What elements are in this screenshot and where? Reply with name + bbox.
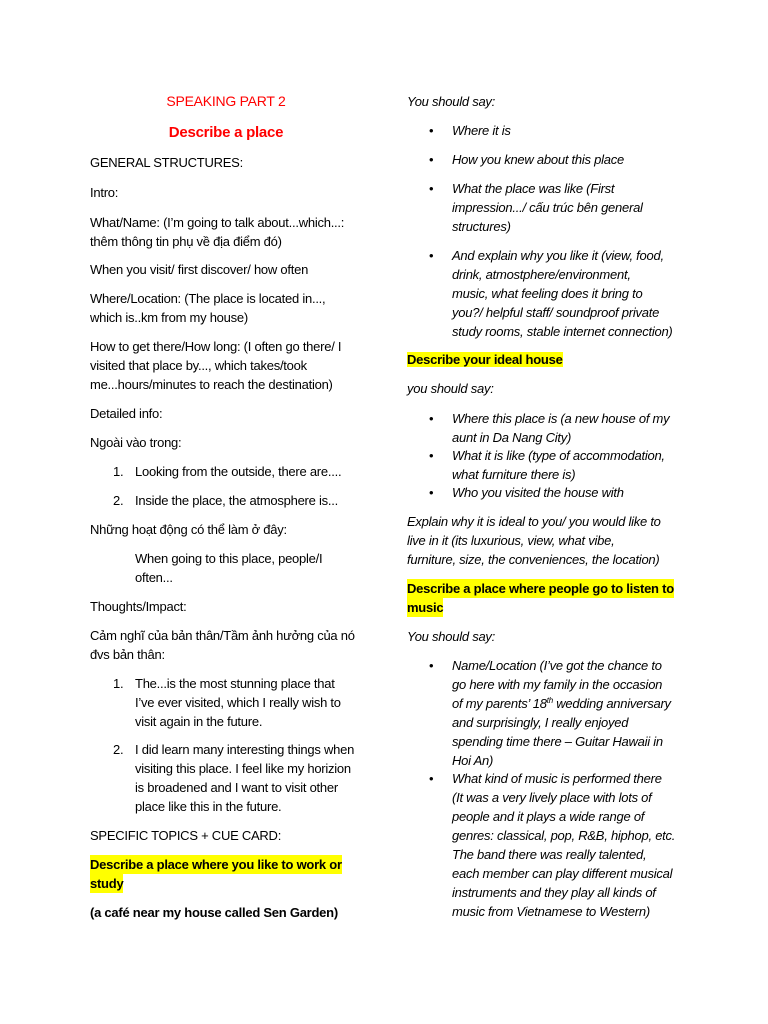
text-line: visited that place by..., which takes/took — [90, 358, 307, 373]
text-line: The band there was really talented, — [452, 847, 647, 862]
when-visit-text: When you visit/ first discover/ how often — [90, 262, 309, 277]
list-number: 2. — [113, 493, 124, 508]
bullet-item — [452, 769, 675, 921]
what-name-text — [90, 213, 344, 251]
bullet-item — [452, 656, 671, 770]
text-line: you?/ helpful staff/ soundproof private — [452, 305, 660, 320]
text-line: live in it (its luxurious, view, what vibe, — [407, 533, 615, 548]
text-line: furniture, size, the conveniences, the location) — [407, 552, 660, 567]
text-line: is broadened and I want to visit other — [135, 780, 338, 795]
bullet-item — [452, 409, 669, 447]
how-to-get-there-text — [90, 337, 341, 394]
topic-3-prompt: You should say: — [407, 629, 496, 644]
text-line: • Who you visited the house with — [452, 485, 624, 500]
outside-in-label: Ngoài vào trong: — [90, 435, 182, 450]
activities-label: Những hoạt động có thể làm ở đây: — [90, 522, 287, 537]
text-line: I did learn many interesting things when — [135, 742, 355, 757]
text-line: instruments and they play all kinds of — [452, 885, 656, 900]
text-line: Describe a place where you like to work or — [90, 857, 342, 872]
list-number: 1. — [113, 464, 124, 479]
text-line: • And explain why you like it (view, food, — [452, 248, 664, 263]
topic-2-title — [407, 350, 563, 369]
text-line: and surprisingly, I really enjoyed — [452, 715, 629, 730]
bullet-item — [452, 483, 624, 502]
text-line: I’ve ever visited, which I really wish to — [135, 695, 341, 710]
text-line: When going to this place, people/I — [135, 551, 323, 566]
text-line: aunt in Da Nang City) — [452, 430, 572, 445]
text-line: impression.../ cấu trúc bên general — [452, 200, 643, 215]
list-item — [135, 740, 354, 816]
text-line: music — [407, 600, 444, 615]
list-item — [135, 674, 341, 731]
text-line: The...is the most stunning place that — [135, 676, 335, 691]
text-line: • How you knew about this place — [452, 152, 624, 167]
specific-topics-heading: SPECIFIC TOPICS + CUE CARD: — [90, 828, 282, 843]
page-title: SPEAKING PART 2 — [166, 93, 286, 109]
topic-2-title-text: Describe your ideal house — [407, 352, 563, 367]
text-line: music, what feeling does it bring to — [452, 286, 643, 301]
text-line: • Where it is — [452, 123, 511, 138]
text-line: What/Name: (I’m going to talk about...which...: — [90, 215, 345, 230]
topic-2-prompt: you should say: — [407, 381, 494, 396]
text-line: (It was a very lively place with lots of — [452, 790, 652, 805]
text-line: visiting this place. I feel like my horizion — [135, 761, 351, 776]
text-line: drink, atmostphere/environment, — [452, 267, 631, 282]
text-line: Describe a place where people go to listen to — [407, 581, 674, 596]
text-line: • What it is like (type of accommodation, — [452, 448, 665, 463]
feelings-label — [90, 626, 355, 664]
text-line: Hoi An) — [452, 753, 494, 768]
superscript: th — [546, 696, 553, 705]
text-line: đvs bản thân: — [90, 647, 165, 662]
intro-label: Intro: — [90, 185, 119, 200]
bullet-item — [452, 179, 643, 236]
topic-1-answer: (a café near my house called Sen Garden) — [90, 905, 338, 920]
text-line: structures) — [452, 219, 511, 234]
text-line: genres: classical, pop, R&B, hiphop, etc. — [452, 828, 676, 843]
topic-3-title — [407, 579, 674, 617]
text-line: often... — [135, 570, 173, 585]
text-line: of my parents’ 18th wedding anniversary — [452, 696, 671, 711]
bullet-item — [452, 121, 511, 140]
text-line: • What the place was like (First — [452, 181, 615, 196]
topic-1-title — [90, 855, 342, 893]
list-item: Looking from the outside, there are.... — [135, 464, 342, 479]
bullet-item — [452, 150, 624, 169]
text-line: Explain why it is ideal to you/ you would like to — [407, 514, 661, 529]
bullet-item — [452, 246, 673, 341]
text-line: study rooms, stable internet connection) — [452, 324, 673, 339]
bullet-item — [452, 446, 665, 484]
page-subtitle: Describe a place — [168, 124, 284, 141]
topic-2-explanation — [407, 512, 661, 569]
list-number: 2. — [113, 742, 124, 757]
list-number: 1. — [113, 676, 124, 691]
where-location-text — [90, 289, 325, 327]
text-line: thêm thông tin phụ về địa điểm đó) — [90, 234, 282, 249]
activities-text — [135, 549, 322, 587]
topic-1-prompt: You should say: — [407, 94, 496, 109]
text-line: study — [90, 876, 124, 891]
text-line: go here with my family in the occasion — [452, 677, 663, 692]
text-line: each member can play different musical — [452, 866, 673, 881]
text-line: spending time there – Guitar Hawaii in — [452, 734, 663, 749]
thoughts-label: Thoughts/Impact: — [90, 599, 187, 614]
text-line: • Where this place is (a new house of my — [452, 411, 670, 426]
text-line: music from Vietnamese to Western) — [452, 904, 650, 919]
list-item: Inside the place, the atmosphere is... — [135, 493, 338, 508]
text-line: • Name/Location (I’ve got the chance to — [452, 658, 662, 673]
text-line: place like this in the future. — [135, 799, 282, 814]
text-line: visit again in the future. — [135, 714, 263, 729]
general-structures-heading: GENERAL STRUCTURES: — [90, 155, 243, 170]
text-line: • What kind of music is performed there — [452, 771, 662, 786]
text-line: people and it plays a wide range of — [452, 809, 645, 824]
text-line: Where/Location: (The place is located in..., — [90, 291, 326, 306]
text-line: How to get there/How long: (I often go there/ I — [90, 339, 342, 354]
text-line: which is..km from my house) — [90, 310, 248, 325]
text-line: what furniture there is) — [452, 467, 576, 482]
text-line: Cảm nghĩ của bản thân/Tầm ảnh hưởng của nó — [90, 628, 355, 643]
text-line: me...hours/minutes to reach the destination) — [90, 377, 333, 392]
detailed-info-label: Detailed info: — [90, 406, 163, 421]
